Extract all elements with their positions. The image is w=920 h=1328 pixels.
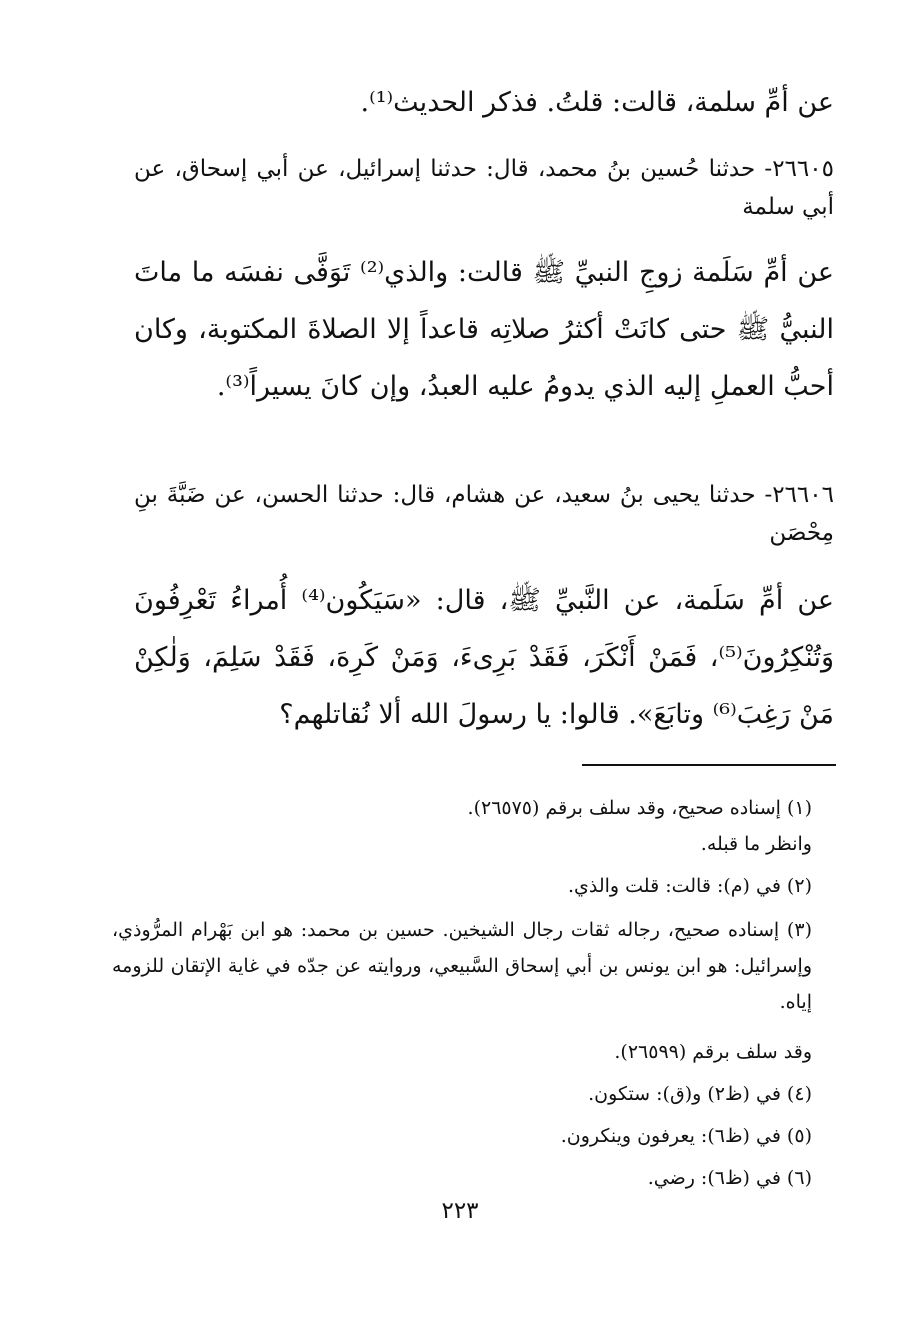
footnote-4: (٤) في (ظ٢) و(ق): ستكون. (588, 1083, 812, 1105)
page-number: ٢٢٣ (441, 1198, 479, 1224)
isnad-26605: ٢٦٦٠٥- حدثنا حُسين بنُ محمد، قال: حدثنا إسرائيل، عن أبي إسحاق، عن أبي سلمة (134, 156, 834, 220)
footnote-3-continuation: وقد سلف برقم (٢٦٥٩٩). (614, 1041, 812, 1063)
footnote-2: (٢) في (م): قالت: قلت والذي. (567, 875, 812, 897)
isnad-26606: ٢٦٦٠٦- حدثنا يحيى بنُ سعيد، عن هشام، قال: حدثنا الحسن، عن ضَبَّةَ بنِ مِحْصَن (134, 482, 834, 546)
hadith-text-26606: عن أمِّ سَلَمة، عن النَّبيِّ ﷺ، قال: «سَيَكُون⁽⁴⁾ أُمراءُ تَعْرِفُونَ وَتُنْكِرُونَ⁽⁵⁾، فَمَنْ أَنْكَرَ، فَقَدْ بَرِىءَ، وَمَنْ كَرِهَ، فَقَدْ سَلِمَ، وَلٰكِنْ مَنْ رَغِبَ⁽⁶⁾ وتابَعَ». قالوا: يا رسولَ الله ألا نُقاتلهم؟ (134, 585, 834, 730)
footnote-6: (٦) في (ظ٦): رضي. (647, 1167, 812, 1189)
hadith-text-1: عن أمِّ سلمة، قالت: قلتُ. فذكر الحديث⁽¹⁾. (360, 87, 834, 118)
footnote-1-continuation: وانظر ما قبله. (700, 833, 812, 855)
footnote-1: (١) إسناده صحيح، وقد سلف برقم (٢٦٥٧٥). (467, 797, 812, 819)
hadith-text-26605: عن أمِّ سَلَمة زوجِ النبيِّ ﷺ قالت: والذي⁽²⁾ تَوَفَّى نفسَه ما ماتَ النبيُّ ﷺ حتى كانَتْ أكثرُ صلاتِه قاعداً إلا الصلاةَ المكتوبة، وكان أحبُّ العملِ إليه الذي يدومُ عليه العبدُ، وإن كانَ يسيراً⁽³⁾. (134, 257, 834, 402)
footnote-divider (582, 764, 836, 766)
footnote-3: (٣) إسناده صحيح، رجاله ثقات رجال الشيخين. حسين بن محمد: هو ابن بَهْرام المرُّوذي، وإسرائيل: هو ابن يونس بن أبي إسحاق السَّبيعي، وروايته عن جدّه في غاية الإتقان للزومه إياه. (112, 919, 812, 1013)
footnote-5: (٥) في (ظ٦): يعرفون وينكرون. (560, 1125, 812, 1147)
